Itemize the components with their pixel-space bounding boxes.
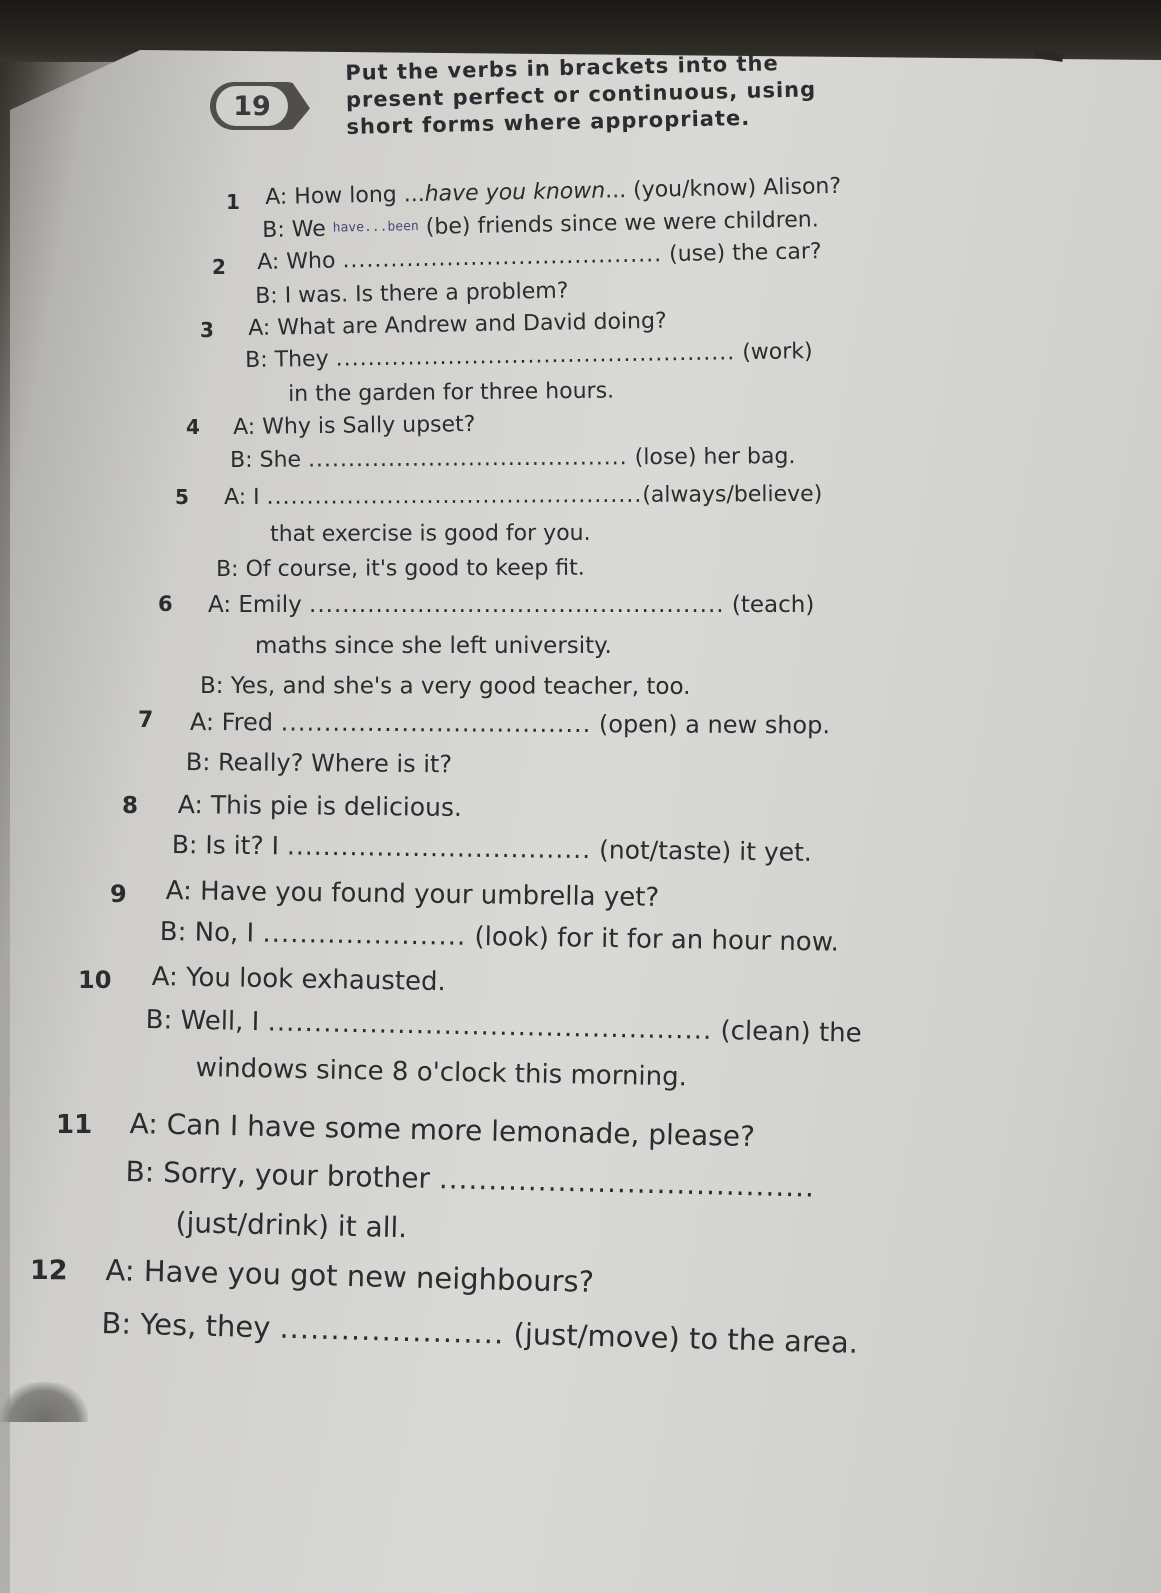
- instructions-line: present perfect or continuous, using: [345, 77, 817, 112]
- answer-blank[interactable]: ..................................: [286, 831, 592, 865]
- exercise-line: [230, 444, 795, 473]
- line-text: A: This pie is delicious.: [177, 790, 463, 822]
- line-text: A: Who: [257, 248, 343, 275]
- verb-prompt: (teach): [724, 592, 815, 618]
- line-text: in the garden for three hours.: [288, 378, 615, 407]
- answer-blank[interactable]: ......................................: [438, 1162, 816, 1204]
- line-text: B: No, I: [159, 917, 263, 949]
- item-number: 4: [186, 415, 200, 439]
- line-text: A: Why is Sally upset?: [233, 412, 476, 440]
- line-text: A: What are Andrew and David doing?: [248, 308, 667, 341]
- exercise-line: [208, 592, 814, 618]
- exercise-line: [224, 482, 822, 510]
- handwritten-answer: have...been: [332, 218, 419, 236]
- verb-prompt: (use) the car?: [661, 239, 822, 268]
- verb-prompt: (just/move) to the area.: [503, 1316, 859, 1360]
- line-text: (just/drink) it all.: [175, 1206, 408, 1245]
- verb-prompt: (not/taste) it yet.: [590, 835, 813, 867]
- verb-prompt: (always/believe): [642, 481, 823, 508]
- line-text: B: Of course, it's good to keep fit.: [216, 555, 585, 582]
- exercise-line: [178, 790, 462, 822]
- exercise-line: [151, 962, 446, 997]
- answer-blank[interactable]: ..................................................: [335, 340, 736, 372]
- answer-blank[interactable]: ........................................: [342, 242, 663, 274]
- line-text: B: I was. Is there a problem?: [255, 278, 569, 309]
- verb-prompt: (open) a new shop.: [591, 710, 831, 740]
- answer-blank[interactable]: ................................................: [267, 1007, 713, 1046]
- exercise-line: [233, 412, 476, 440]
- line-text: A: Have you found your umbrella yet?: [165, 876, 660, 913]
- instructions: [345, 46, 947, 141]
- line-text: A: Emily: [208, 592, 310, 618]
- line-text: B: We: [262, 216, 333, 243]
- answer-blank[interactable]: ..................................................: [309, 592, 725, 618]
- exercise-line: [190, 708, 830, 739]
- worksheet-page: [10, 50, 1161, 1593]
- exercise-line: [200, 673, 691, 700]
- line-text: A: You look exhausted.: [151, 962, 447, 998]
- instructions-line: Put the verbs in brackets into the: [345, 51, 779, 85]
- answer-blank[interactable]: ......................: [262, 918, 467, 952]
- item-number: 10: [78, 966, 112, 994]
- verb-prompt: (be) friends since we were children.: [418, 207, 819, 240]
- line-text: B: Well, I: [145, 1005, 268, 1038]
- exercise-line: [255, 633, 612, 659]
- answer-blank[interactable]: ........................................: [307, 445, 628, 473]
- line-text: B: Is it? I: [171, 830, 288, 861]
- verb-prompt: ... (you/know) Alison?: [604, 173, 842, 204]
- line-text: B: Yes, and she's a very good teacher, too.: [199, 673, 691, 700]
- verb-prompt: (look) for it for an hour now.: [466, 921, 840, 958]
- line-text: B: Yes, they: [101, 1306, 281, 1345]
- line-text: windows since 8 o'clock this morning.: [195, 1053, 688, 1093]
- line-text: A: How long ...: [265, 181, 425, 210]
- exercise-number: 19: [216, 86, 288, 126]
- exercise-line: [175, 1206, 407, 1244]
- item-number: 8: [122, 793, 139, 819]
- exercise-line: [288, 379, 614, 407]
- item-number: 2: [212, 255, 226, 279]
- item-number: 7: [138, 708, 154, 733]
- item-number: 5: [175, 485, 189, 509]
- answer-blank[interactable]: ....................................: [280, 708, 592, 739]
- item-number: 1: [226, 190, 240, 214]
- exercise-line: [270, 521, 591, 547]
- line-text: B: Really? Where is it?: [185, 748, 453, 779]
- example-answer: have you known: [424, 178, 606, 207]
- item-number: 3: [200, 318, 214, 342]
- line-text: maths since she left university.: [255, 633, 612, 659]
- item-number: 9: [110, 880, 127, 908]
- line-text: that exercise is good for you.: [270, 520, 591, 547]
- line-text: A: Fred: [189, 708, 281, 737]
- exercise-line: [216, 556, 585, 582]
- verb-prompt: (clean) the: [711, 1015, 862, 1049]
- line-text: B: She: [230, 447, 309, 473]
- verb-prompt: (lose) her bag.: [627, 444, 796, 471]
- line-text: A: Have you got new neighbours?: [105, 1253, 595, 1299]
- line-text: A: Can I have some more lemonade, please?: [129, 1107, 756, 1154]
- instructions-line: short forms where appropriate.: [346, 105, 751, 139]
- item-number: 6: [158, 592, 173, 616]
- answer-blank[interactable]: ......................: [279, 1310, 505, 1351]
- verb-prompt: (work): [735, 339, 813, 366]
- answer-blank[interactable]: ...............................................: [266, 482, 643, 510]
- item-number: 11: [56, 1110, 93, 1140]
- line-text: B: They: [245, 346, 336, 373]
- item-number: 12: [30, 1255, 68, 1286]
- line-text: B: Sorry, your brother: [125, 1155, 440, 1196]
- thumb-shadow: [0, 1382, 88, 1422]
- line-text: A: I: [224, 484, 267, 510]
- exercise-line: [186, 748, 452, 778]
